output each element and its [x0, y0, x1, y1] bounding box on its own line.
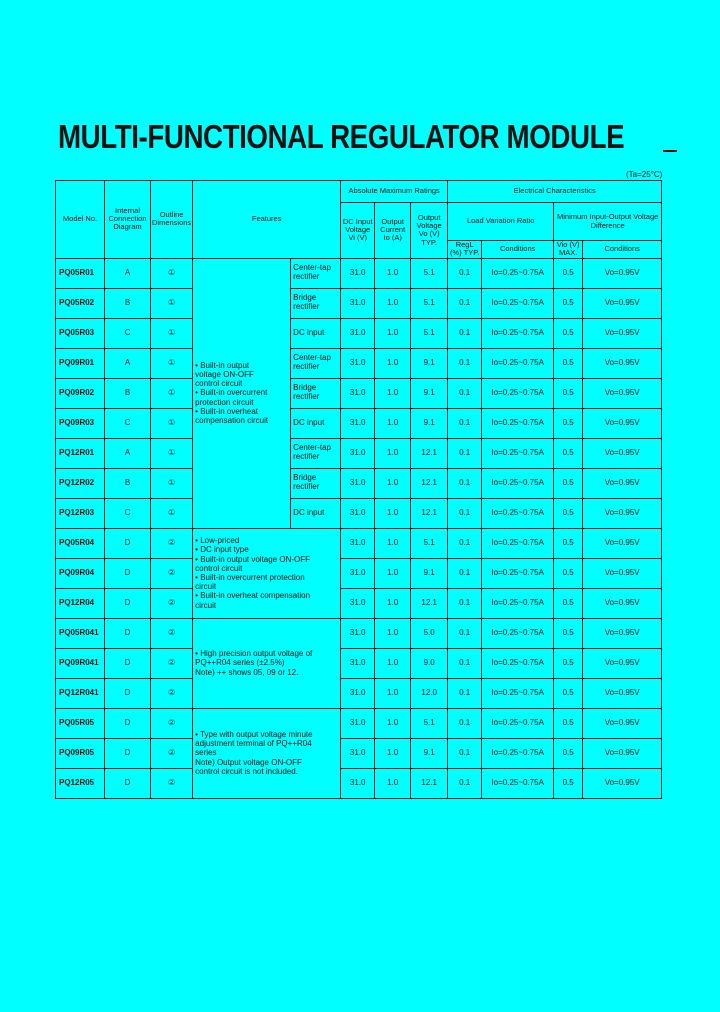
- dc-input-voltage: 31.0: [341, 528, 375, 558]
- model-no: PQ12R041: [56, 678, 105, 708]
- features-cell: [193, 528, 341, 618]
- header-output-current-unit: Io (A): [383, 233, 402, 243]
- dc-input-voltage: 31.0: [341, 648, 375, 678]
- internal-diagram: D: [105, 678, 151, 708]
- header-abs-max: Absolute Maximum Ratings: [341, 181, 448, 203]
- vio-value: 0.5: [554, 768, 583, 798]
- input-type: DC input: [291, 498, 341, 528]
- dc-input-voltage: 31.0: [341, 678, 375, 708]
- vio-conditions: Vo=0.95V: [583, 348, 662, 378]
- output-voltage: 12.1: [411, 588, 448, 618]
- temperature-note: (Ta=25°C): [626, 170, 663, 179]
- output-current: 1.0: [375, 528, 411, 558]
- load-conditions: Io=0.25~0.75A: [482, 618, 554, 648]
- load-conditions: Io=0.25~0.75A: [482, 498, 554, 528]
- header-output-voltage: [411, 203, 448, 259]
- internal-diagram: D: [105, 648, 151, 678]
- load-conditions: Io=0.25~0.75A: [482, 558, 554, 588]
- vio-value: 0.5: [554, 468, 583, 498]
- feature-line: PQ++R04 series (±2.5%): [195, 658, 285, 668]
- output-current: 1.0: [375, 588, 411, 618]
- model-no: PQ05R03: [56, 318, 105, 348]
- regl-value: 0.1: [448, 678, 482, 708]
- vio-conditions: Vo=0.95V: [583, 438, 662, 468]
- regl-value: 0.1: [448, 618, 482, 648]
- vio-conditions: Vo=0.95V: [583, 768, 662, 798]
- output-voltage: 5.1: [411, 288, 448, 318]
- model-no: PQ09R05: [56, 738, 105, 768]
- vio-value: 0.5: [554, 288, 583, 318]
- outline-dim: ①: [151, 318, 193, 348]
- vio-conditions: Vo=0.95V: [583, 288, 662, 318]
- feature-line: control circuit: [195, 563, 243, 573]
- vio-conditions: Vo=0.95V: [583, 318, 662, 348]
- model-no: PQ05R02: [56, 288, 105, 318]
- input-type: Bridge rectifier: [291, 288, 341, 318]
- table-row: [56, 678, 662, 708]
- internal-diagram: A: [105, 438, 151, 468]
- input-type: Bridge rectifier: [291, 378, 341, 408]
- vio-value: 0.5: [554, 408, 583, 438]
- outline-dim: ②: [151, 528, 193, 558]
- vio-conditions: Vo=0.95V: [583, 378, 662, 408]
- input-type: Bridge rectifier: [291, 468, 341, 498]
- dc-input-voltage: 31.0: [341, 438, 375, 468]
- load-conditions: Io=0.25~0.75A: [482, 768, 554, 798]
- spec-table: [55, 180, 662, 799]
- feature-line: • Type with output voltage minute: [195, 730, 313, 740]
- regl-value: 0.1: [448, 498, 482, 528]
- output-current: 1.0: [375, 468, 411, 498]
- outline-dim: ②: [151, 588, 193, 618]
- regl-value: 0.1: [448, 708, 482, 738]
- table-row: [56, 708, 662, 738]
- table-row: [56, 288, 662, 318]
- header-dc-input: [341, 203, 375, 259]
- table-row: [56, 378, 662, 408]
- outline-dim: ①: [151, 288, 193, 318]
- model-no: PQ12R05: [56, 768, 105, 798]
- input-type: DC input: [291, 318, 341, 348]
- regl-value: 0.1: [448, 558, 482, 588]
- vio-value: 0.5: [554, 678, 583, 708]
- regl-value: 0.1: [448, 408, 482, 438]
- vio-value: 0.5: [554, 378, 583, 408]
- feature-line: • DC input type: [195, 545, 249, 555]
- dc-input-voltage: 31.0: [341, 318, 375, 348]
- header-output-voltage-unit: Vo (V) TYP.: [418, 229, 440, 247]
- dc-input-voltage: 31.0: [341, 348, 375, 378]
- model-no: PQ05R041: [56, 618, 105, 648]
- table-row: [56, 438, 662, 468]
- internal-diagram: D: [105, 708, 151, 738]
- vio-value: 0.5: [554, 438, 583, 468]
- outline-dim: ①: [151, 258, 193, 288]
- feature-line: Note) ++ shows 05, 09 or 12.: [195, 667, 299, 677]
- model-no: PQ12R02: [56, 468, 105, 498]
- internal-diagram: D: [105, 588, 151, 618]
- input-type: DC input: [291, 408, 341, 438]
- feature-line: protection circuit: [195, 397, 254, 407]
- output-current: 1.0: [375, 498, 411, 528]
- features-cell: [193, 618, 341, 708]
- table-row: [56, 498, 662, 528]
- output-voltage: 9.1: [411, 408, 448, 438]
- vio-conditions: Vo=0.95V: [583, 558, 662, 588]
- regl-value: 0.1: [448, 288, 482, 318]
- outline-dim: ①: [151, 468, 193, 498]
- header-output-current: [375, 203, 411, 259]
- output-voltage: 12.1: [411, 468, 448, 498]
- output-voltage: 12.1: [411, 768, 448, 798]
- outline-dim: ②: [151, 558, 193, 588]
- vio-value: 0.5: [554, 708, 583, 738]
- outline-dim: ②: [151, 738, 193, 768]
- load-conditions: Io=0.25~0.75A: [482, 648, 554, 678]
- feature-line: • Built-in overheat compensation: [195, 591, 311, 601]
- dc-input-voltage: 31.0: [341, 408, 375, 438]
- internal-diagram: A: [105, 258, 151, 288]
- output-current: 1.0: [375, 288, 411, 318]
- table-row: [56, 558, 662, 588]
- vio-conditions: Vo=0.95V: [583, 678, 662, 708]
- header-features: Features: [193, 181, 341, 259]
- dc-input-voltage: 31.0: [341, 498, 375, 528]
- outline-dim: ①: [151, 348, 193, 378]
- regl-value: 0.1: [448, 648, 482, 678]
- vio-value: 0.5: [554, 738, 583, 768]
- feature-line: • Built-in output voltage ON-OFF: [195, 554, 311, 564]
- feature-line: • Built-in overcurrent protection: [195, 573, 305, 582]
- model-no: PQ09R01: [56, 348, 105, 378]
- table-row: [56, 348, 662, 378]
- load-conditions: Io=0.25~0.75A: [482, 708, 554, 738]
- load-conditions: Io=0.25~0.75A: [482, 258, 554, 288]
- header-outline: Outline Dimensions: [151, 181, 193, 259]
- load-conditions: Io=0.25~0.75A: [482, 438, 554, 468]
- output-voltage: 12.0: [411, 678, 448, 708]
- regl-value: 0.1: [448, 528, 482, 558]
- model-no: PQ12R03: [56, 498, 105, 528]
- header-dc-input-label: DC Input Voltage: [342, 216, 373, 235]
- vio-value: 0.5: [554, 498, 583, 528]
- dc-input-voltage: 31.0: [341, 738, 375, 768]
- outline-dim: ①: [151, 438, 193, 468]
- feature-line: adjustment terminal of PQ++R04: [195, 739, 312, 749]
- regl-value: 0.1: [448, 738, 482, 768]
- feature-line: • High precision output voltage of: [195, 649, 313, 659]
- output-current: 1.0: [375, 558, 411, 588]
- header-model: Model No.: [56, 181, 105, 259]
- table-row: [56, 768, 662, 798]
- regl-value: 0.1: [448, 258, 482, 288]
- features-cell: [193, 708, 341, 798]
- output-current: 1.0: [375, 258, 411, 288]
- header-conditions2: Conditions: [583, 241, 662, 259]
- feature-line: circuit: [195, 582, 217, 592]
- regl-value: 0.1: [448, 588, 482, 618]
- dc-input-voltage: 31.0: [341, 288, 375, 318]
- vio-conditions: Vo=0.95V: [583, 468, 662, 498]
- internal-diagram: D: [105, 528, 151, 558]
- load-conditions: Io=0.25~0.75A: [482, 468, 554, 498]
- load-conditions: Io=0.25~0.75A: [482, 348, 554, 378]
- vio-value: 0.5: [554, 558, 583, 588]
- regl-value: 0.1: [448, 768, 482, 798]
- header-electrical: Electrical Characteristics: [448, 181, 662, 203]
- table-row: [56, 648, 662, 678]
- model-no: PQ05R01: [56, 258, 105, 288]
- output-current: 1.0: [375, 618, 411, 648]
- internal-diagram: B: [105, 288, 151, 318]
- internal-diagram: B: [105, 468, 151, 498]
- dc-input-voltage: 31.0: [341, 468, 375, 498]
- table-row: [56, 408, 662, 438]
- load-conditions: Io=0.25~0.75A: [482, 318, 554, 348]
- model-no: PQ09R04: [56, 558, 105, 588]
- dc-input-voltage: 31.0: [341, 378, 375, 408]
- regl-value: 0.1: [448, 438, 482, 468]
- input-type: Center-tap rectifier: [291, 348, 341, 378]
- outline-dim: ②: [151, 678, 193, 708]
- header-internal: Internal Connection Diagram: [105, 181, 151, 259]
- feature-line: • Built-in overheat: [195, 406, 259, 416]
- vio-conditions: Vo=0.95V: [583, 528, 662, 558]
- vio-conditions: Vo=0.95V: [583, 618, 662, 648]
- regl-value: 0.1: [448, 318, 482, 348]
- output-current: 1.0: [375, 648, 411, 678]
- load-conditions: Io=0.25~0.75A: [482, 588, 554, 618]
- output-voltage: 9.1: [411, 738, 448, 768]
- internal-diagram: B: [105, 378, 151, 408]
- model-no: PQ09R03: [56, 408, 105, 438]
- header-output-current-label: Output Current: [380, 216, 406, 235]
- dc-input-voltage: 31.0: [341, 768, 375, 798]
- feature-line: compensation circuit: [195, 415, 269, 425]
- outline-dim: ②: [151, 648, 193, 678]
- features-cell: [193, 258, 291, 528]
- outline-dim: ①: [151, 498, 193, 528]
- outline-dim: ①: [151, 408, 193, 438]
- output-current: 1.0: [375, 348, 411, 378]
- header-regl: RegL (%) TYP.: [448, 241, 482, 259]
- load-conditions: Io=0.25~0.75A: [482, 678, 554, 708]
- internal-diagram: D: [105, 768, 151, 798]
- load-conditions: Io=0.25~0.75A: [482, 528, 554, 558]
- internal-diagram: C: [105, 318, 151, 348]
- load-conditions: Io=0.25~0.75A: [482, 738, 554, 768]
- vio-value: 0.5: [554, 528, 583, 558]
- internal-diagram: D: [105, 618, 151, 648]
- output-voltage: 9.1: [411, 348, 448, 378]
- regl-value: 0.1: [448, 378, 482, 408]
- output-voltage: 12.1: [411, 438, 448, 468]
- page-title: MULTI-FUNCTIONAL REGULATOR MODULE: [58, 118, 625, 155]
- load-conditions: Io=0.25~0.75A: [482, 408, 554, 438]
- table-row: [56, 258, 662, 288]
- regl-value: 0.1: [448, 468, 482, 498]
- vio-value: 0.5: [554, 648, 583, 678]
- output-current: 1.0: [375, 318, 411, 348]
- load-conditions: Io=0.25~0.75A: [482, 288, 554, 318]
- header-conditions: Conditions: [482, 241, 554, 259]
- vio-value: 0.5: [554, 588, 583, 618]
- output-voltage: 5.1: [411, 528, 448, 558]
- vio-conditions: Vo=0.95V: [583, 498, 662, 528]
- output-voltage: 5.1: [411, 318, 448, 348]
- feature-line: control circuit is not included.: [195, 766, 298, 776]
- dc-input-voltage: 31.0: [341, 258, 375, 288]
- output-voltage: 9.1: [411, 378, 448, 408]
- outline-dim: ②: [151, 708, 193, 738]
- feature-line: • Built-in output: [195, 360, 250, 370]
- feature-line: • Low-priced: [195, 536, 240, 546]
- vio-conditions: Vo=0.95V: [583, 258, 662, 288]
- regl-value: 0.1: [448, 348, 482, 378]
- feature-line: series: [195, 748, 217, 758]
- output-current: 1.0: [375, 408, 411, 438]
- output-voltage: 5.0: [411, 618, 448, 648]
- internal-diagram: A: [105, 348, 151, 378]
- vio-conditions: Vo=0.95V: [583, 708, 662, 738]
- internal-diagram: D: [105, 738, 151, 768]
- header-load-variation: Load Variation Ratio: [448, 203, 554, 241]
- output-current: 1.0: [375, 708, 411, 738]
- table-row: [56, 318, 662, 348]
- outline-dim: ②: [151, 618, 193, 648]
- load-conditions: Io=0.25~0.75A: [482, 378, 554, 408]
- output-current: 1.0: [375, 768, 411, 798]
- model-no: PQ05R05: [56, 708, 105, 738]
- input-type: Center-tap rectifier: [291, 258, 341, 288]
- dc-input-voltage: 31.0: [341, 708, 375, 738]
- internal-diagram: D: [105, 558, 151, 588]
- output-current: 1.0: [375, 438, 411, 468]
- header-output-voltage-label: Output Voltage: [416, 212, 442, 230]
- dc-input-voltage: 31.0: [341, 618, 375, 648]
- table-row: [56, 468, 662, 498]
- model-no: PQ05R04: [56, 528, 105, 558]
- dc-input-voltage: 31.0: [341, 558, 375, 588]
- vio-value: 0.5: [554, 618, 583, 648]
- table-row: [56, 588, 662, 618]
- feature-line: circuit: [195, 600, 217, 610]
- internal-diagram: C: [105, 498, 151, 528]
- model-no: PQ09R02: [56, 378, 105, 408]
- feature-line: control circuit: [195, 379, 243, 389]
- header-dc-input-unit: Vi (V): [348, 233, 367, 243]
- vio-conditions: Vo=0.95V: [583, 408, 662, 438]
- table-row: [56, 528, 662, 558]
- header-min-io: Minimum Input-Output Voltage Difference: [554, 203, 662, 241]
- output-voltage: 5.1: [411, 258, 448, 288]
- feature-line: Note) Output voltage ON-OFF: [195, 757, 302, 767]
- vio-value: 0.5: [554, 318, 583, 348]
- model-no: PQ12R04: [56, 588, 105, 618]
- output-voltage: 5.1: [411, 708, 448, 738]
- dc-input-voltage: 31.0: [341, 588, 375, 618]
- output-current: 1.0: [375, 738, 411, 768]
- table-row: [56, 738, 662, 768]
- input-type: Center-tap rectifier: [291, 438, 341, 468]
- vio-conditions: Vo=0.95V: [583, 738, 662, 768]
- feature-line: • Built-in overcurrent: [195, 388, 268, 398]
- output-voltage: 12.1: [411, 498, 448, 528]
- output-voltage: 9.0: [411, 648, 448, 678]
- vio-conditions: Vo=0.95V: [583, 588, 662, 618]
- output-current: 1.0: [375, 378, 411, 408]
- outline-dim: ②: [151, 768, 193, 798]
- feature-line: voltage ON-OFF: [195, 370, 254, 380]
- vio-value: 0.5: [554, 348, 583, 378]
- table-row: [56, 618, 662, 648]
- internal-diagram: C: [105, 408, 151, 438]
- model-no: PQ09R041: [56, 648, 105, 678]
- vio-conditions: Vo=0.95V: [583, 648, 662, 678]
- output-voltage: 9.1: [411, 558, 448, 588]
- outline-dim: ①: [151, 378, 193, 408]
- output-current: 1.0: [375, 678, 411, 708]
- title-underline: [663, 150, 677, 152]
- model-no: PQ12R01: [56, 438, 105, 468]
- header-vio: Vio (V) MAX.: [554, 241, 583, 259]
- vio-value: 0.5: [554, 258, 583, 288]
